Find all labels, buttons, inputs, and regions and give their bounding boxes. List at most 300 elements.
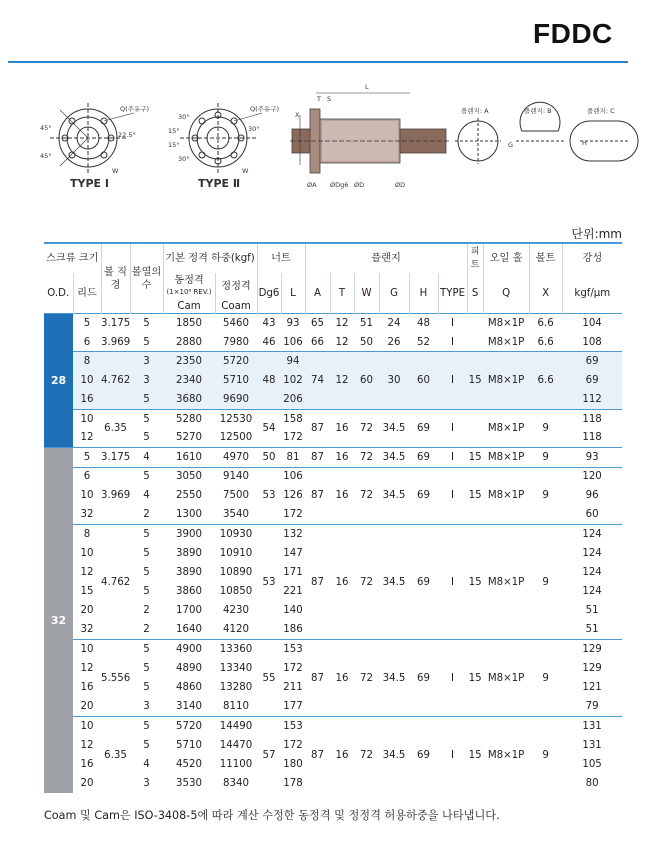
type2-flange-drawing (180, 103, 262, 173)
cell-lead: 32 (80, 509, 94, 521)
table-row (44, 448, 622, 467)
header-nut: 너트 (257, 243, 305, 273)
cell-ball: 5.556 (101, 640, 130, 717)
cell-type: Ⅰ (438, 467, 467, 525)
cell-lead: 16 (80, 758, 94, 770)
cell-cam: 1640 (176, 624, 202, 636)
header-dynamic-label: 동정격 (174, 275, 204, 286)
footnote: Coam 및 Cam은 ISO-3408-5에 따라 계산 수정한 동정격 및 정정격 허용하중을 나타냅니다. (44, 809, 500, 822)
angle-label: 30° (248, 125, 260, 133)
cell-h: 48 (409, 314, 438, 333)
cell-coam: 5720 (215, 352, 257, 371)
header-dg6: Dg6 (257, 273, 281, 314)
header-lead: 리드 (73, 273, 101, 314)
cell-k: 60 (585, 509, 599, 521)
nut-side-drawing (290, 93, 450, 173)
cell-k: 124 (562, 525, 622, 544)
cell-q: M8×1P (483, 314, 529, 333)
cell-cam: 5710 (176, 739, 202, 751)
cell-x: 9 (529, 409, 562, 447)
cell-coam: 12500 (219, 432, 253, 444)
header-stiffness: 강성 (562, 243, 622, 273)
cell-dg6: 53 (257, 525, 281, 640)
cell-t: 12 (330, 314, 354, 333)
header-t: T (330, 273, 354, 314)
cell-rows: 4 (143, 758, 150, 770)
cell-s (467, 333, 483, 352)
cell-type: Ⅰ (438, 448, 467, 467)
cell-type: Ⅰ (438, 409, 467, 447)
header-screw-size: 스크류 크기 (44, 243, 101, 273)
cell-lead: 16 (80, 682, 94, 694)
dia-d1-label: ØD (354, 181, 365, 189)
cell-a: 74 (305, 352, 330, 410)
cell-coam: 9690 (215, 390, 257, 409)
cell-lead: 5 (73, 448, 101, 467)
cell-h: 69 (409, 467, 438, 525)
cell-t: 16 (330, 467, 354, 525)
cell-ball: 3.969 (101, 467, 130, 525)
cell-l: 172 (283, 739, 303, 751)
cell-lead: 6 (83, 336, 91, 348)
h-label: H (582, 139, 587, 147)
spec-table (44, 242, 622, 793)
cell-coam: 10910 (219, 547, 253, 559)
cell-lead: 10 (80, 547, 94, 559)
cell-h: 69 (409, 448, 438, 467)
cell-coam: 12530 (215, 409, 257, 428)
table-row (44, 716, 622, 735)
cell-h: 69 (409, 716, 438, 793)
technical-drawings (0, 75, 648, 205)
cell-w: 72 (354, 467, 379, 525)
header-s: S (467, 273, 483, 314)
cell-k: 105 (582, 758, 602, 770)
cell-lead: 10 (73, 409, 101, 428)
header-dynamic (163, 273, 215, 300)
cell-t: 16 (330, 640, 354, 717)
cell-coam: 8340 (223, 778, 249, 790)
cell-l: 147 (283, 547, 303, 559)
cell-k: 131 (582, 739, 602, 751)
cell-s: 15 (467, 525, 483, 640)
header-pitch: 피트 (467, 243, 483, 273)
cell-rows: 5 (143, 336, 150, 348)
cell-l: 132 (281, 525, 305, 544)
cell-l: 186 (283, 624, 303, 636)
cell-rows: 5 (143, 567, 150, 579)
cell-cam: 3890 (176, 547, 202, 559)
oil-hole-label: Q(주유구) (250, 105, 280, 113)
cell-k: 104 (562, 314, 622, 333)
cell-lead: 8 (73, 525, 101, 544)
cell-cam: 3530 (176, 778, 202, 790)
cell-rows: 5 (130, 716, 163, 735)
g-label: G (508, 141, 514, 149)
cell-type: Ⅰ (438, 716, 467, 793)
cell-a: 87 (305, 409, 330, 447)
header-static: 정정격 (215, 273, 257, 300)
cell-cam: 3890 (176, 567, 202, 579)
cell-coam: 10930 (215, 525, 257, 544)
cell-rows: 5 (130, 314, 163, 333)
cell-lead: 20 (80, 701, 94, 713)
cell-cam: 1300 (176, 509, 202, 521)
oil-hole-label: Q(주유구) (120, 105, 150, 113)
cell-coam: 5460 (215, 314, 257, 333)
od-cell: 32 (44, 448, 73, 793)
cell-lead: 10 (80, 490, 94, 502)
cell-dg6: 46 (262, 336, 276, 348)
header-stiffness-unit: kgf/μm (562, 273, 622, 314)
cell-g: 34.5 (379, 640, 409, 717)
cell-dg6: 50 (257, 448, 281, 467)
cell-l: 102 (281, 371, 305, 390)
cell-k: 80 (585, 778, 599, 790)
cell-dg6: 54 (257, 409, 281, 447)
cell-a: 65 (305, 314, 330, 333)
cell-k: 129 (562, 640, 622, 659)
cell-l: 171 (283, 567, 303, 579)
cell-type: Ⅰ (438, 525, 467, 640)
cell-w: 51 (354, 314, 379, 333)
cell-x: 9 (529, 467, 562, 525)
cell-k: 124 (582, 567, 602, 579)
cell-lead: 8 (73, 352, 101, 371)
cell-type: Ⅰ (451, 336, 455, 348)
cell-lead: 12 (80, 432, 94, 444)
header-l: L (281, 273, 305, 314)
cell-q: M8×1P (487, 336, 525, 348)
cell-dg6: 55 (257, 640, 281, 717)
dia-dg6-label: ØDg6 (330, 181, 349, 189)
cell-l: 93 (281, 314, 305, 333)
cell-k: 120 (562, 467, 622, 486)
table-row (44, 314, 622, 333)
cell-coam: 14490 (215, 716, 257, 735)
angle-label: 15° (168, 141, 180, 149)
cell-l: 153 (281, 640, 305, 659)
cell-coam: 9140 (215, 467, 257, 486)
cell-a: 87 (305, 525, 330, 640)
type1-label: TYPE Ⅰ (70, 177, 109, 190)
header-h: H (409, 273, 438, 314)
cell-cam: 3680 (163, 390, 215, 409)
cell-rows: 5 (143, 682, 150, 694)
cell-k: 124 (582, 547, 602, 559)
w-label: W (112, 167, 119, 175)
cell-k: 129 (582, 662, 602, 674)
cell-s: 15 (467, 352, 483, 410)
cell-q: M8×1P (483, 640, 529, 717)
header-load-rating: 기본 정격 하중(kgf) (163, 243, 257, 273)
cell-lead: 32 (80, 624, 94, 636)
w-label: W (242, 167, 249, 175)
angle-label: 15° (168, 127, 180, 135)
cell-coam: 11100 (219, 758, 253, 770)
table-row (44, 467, 622, 486)
cell-k: 93 (562, 448, 622, 467)
cell-l: 106 (281, 467, 305, 486)
table-row (44, 352, 622, 371)
cell-coam: 4230 (223, 605, 249, 617)
header-flange: 플랜지 (305, 243, 467, 273)
cell-lead: 15 (80, 586, 94, 598)
cell-t: 16 (330, 448, 354, 467)
cell-rows: 5 (130, 640, 163, 659)
cell-rows: 5 (130, 467, 163, 486)
header-type: TYPE (438, 273, 467, 314)
cell-dg6: 43 (257, 314, 281, 333)
cell-rows: 4 (130, 448, 163, 467)
table-row (44, 333, 622, 352)
cell-rows: 2 (143, 605, 150, 617)
cell-g: 34.5 (379, 409, 409, 447)
cell-lead: 5 (73, 314, 101, 333)
cell-h: 69 (409, 409, 438, 447)
cell-k: 51 (585, 624, 599, 636)
header-coam: Coam (215, 300, 257, 314)
flange-b-label: 플랜지: B (524, 107, 552, 115)
cell-s (467, 409, 483, 447)
cell-lead: 10 (73, 716, 101, 735)
angle-label: 22.5° (118, 131, 136, 139)
cell-s: 15 (467, 467, 483, 525)
cell-type: Ⅰ (438, 640, 467, 717)
cell-l: 81 (281, 448, 305, 467)
cell-q: M8×1P (483, 716, 529, 793)
angle-label: 45° (40, 152, 52, 160)
cell-rows: 4 (143, 490, 150, 502)
cell-x: 9 (529, 525, 562, 640)
cell-a: 66 (311, 336, 324, 348)
cell-coam: 4970 (215, 448, 257, 467)
cell-rows: 3 (130, 371, 163, 390)
cell-lead: 10 (73, 640, 101, 659)
cell-cam: 1700 (176, 605, 202, 617)
cell-lead: 20 (80, 605, 94, 617)
cell-rows: 5 (130, 390, 163, 409)
cell-h: 60 (409, 352, 438, 410)
cell-w: 72 (354, 448, 379, 467)
cell-g: 26 (387, 336, 401, 348)
s-label: S (327, 95, 332, 103)
type2-label: TYPE Ⅱ (198, 177, 241, 190)
cell-t: 16 (330, 409, 354, 447)
cell-w: 60 (354, 352, 379, 410)
cell-k: 112 (562, 390, 622, 409)
cell-cam: 2350 (163, 352, 215, 371)
cell-rows: 5 (130, 525, 163, 544)
cell-a: 87 (305, 448, 330, 467)
cell-l: 140 (283, 605, 303, 617)
cell-x: 6.6 (529, 352, 562, 410)
cell-k: 51 (585, 605, 599, 617)
cell-cam: 1850 (163, 314, 215, 333)
cell-rows: 5 (143, 739, 150, 751)
cell-ball: 6.35 (101, 716, 130, 793)
header-a: A (305, 273, 330, 314)
cell-w: 72 (354, 409, 379, 447)
t-label: T (317, 95, 321, 103)
cell-l: 178 (283, 778, 303, 790)
cell-rows: 5 (143, 432, 150, 444)
cell-k: 131 (562, 716, 622, 735)
cell-q: M8×1P (483, 525, 529, 640)
cell-cam: 5720 (163, 716, 215, 735)
cell-k: 69 (562, 371, 622, 390)
cell-ball: 3.175 (101, 314, 130, 333)
cell-cam: 2340 (163, 371, 215, 390)
cell-k: 118 (582, 432, 602, 444)
cell-lead: 16 (73, 390, 101, 409)
cell-l: 211 (283, 682, 303, 694)
cell-k: 108 (582, 336, 602, 348)
header-q: Q (483, 273, 529, 314)
cell-l: 126 (283, 490, 303, 502)
cell-q: M8×1P (483, 448, 529, 467)
cell-l: 177 (283, 701, 303, 713)
cell-k: 124 (582, 586, 602, 598)
cell-t: 12 (335, 336, 349, 348)
cell-t: 16 (330, 525, 354, 640)
cell-l: 94 (281, 352, 305, 371)
title-rule (8, 61, 628, 63)
header-g: G (379, 273, 409, 314)
cell-rows: 3 (130, 352, 163, 371)
cell-coam: 14470 (219, 739, 253, 751)
cell-type: Ⅰ (438, 352, 467, 410)
od-cell: 28 (44, 314, 73, 448)
cell-coam: 13280 (219, 682, 253, 694)
cell-l: 206 (281, 390, 305, 409)
cell-rows: 2 (143, 509, 150, 521)
flange-a-label: 플랜지: A (461, 107, 489, 115)
table-header (44, 243, 622, 314)
angle-label: 45° (40, 124, 52, 132)
cell-q: M8×1P (483, 467, 529, 525)
cell-w: 72 (354, 716, 379, 793)
flange-c-label: 플랜지: C (587, 107, 615, 115)
cell-a: 87 (305, 467, 330, 525)
cell-ball: 4.762 (101, 525, 130, 640)
angle-label: 30° (178, 113, 190, 121)
cell-ball: 4.762 (101, 352, 130, 410)
cell-coam: 13340 (219, 662, 253, 674)
cell-cam: 4520 (176, 758, 202, 770)
table-row (44, 525, 622, 544)
page-title: FDDC (533, 18, 613, 49)
cell-cam: 2550 (176, 490, 202, 502)
cell-cam: 4900 (163, 640, 215, 659)
cell-g: 24 (379, 314, 409, 333)
header-od: O.D. (44, 273, 73, 314)
unit-label: 단위:mm (571, 227, 622, 241)
header-oil-hole: 오일 홀 (483, 243, 529, 273)
header-w: W (354, 273, 379, 314)
cell-t: 12 (330, 352, 354, 410)
cell-coam: 10850 (219, 586, 253, 598)
cell-dg6: 57 (257, 716, 281, 793)
cell-lead: 12 (80, 662, 94, 674)
cell-coam: 8110 (223, 701, 249, 713)
cell-l: 172 (283, 432, 303, 444)
cell-g: 34.5 (379, 525, 409, 640)
cell-s (467, 314, 483, 333)
cell-h: 69 (409, 525, 438, 640)
x-label: X (295, 111, 300, 119)
cell-l: 153 (281, 716, 305, 735)
cell-cam: 3050 (163, 467, 215, 486)
cell-rows: 5 (143, 547, 150, 559)
header-x: X (529, 273, 562, 314)
cell-l: 221 (283, 586, 303, 598)
cell-lead: 12 (80, 739, 94, 751)
cell-cam: 3860 (176, 586, 202, 598)
cell-s: 15 (467, 640, 483, 717)
header-cam: Cam (163, 300, 215, 314)
cell-k: 121 (582, 682, 602, 694)
cell-coam: 3540 (223, 509, 249, 521)
cell-g: 34.5 (379, 716, 409, 793)
table-row (44, 409, 622, 428)
cell-l: 180 (283, 758, 303, 770)
cell-coam: 4120 (223, 624, 249, 636)
header-dynamic-unit: (1×10⁶ REV.) (166, 288, 212, 296)
header-ball-rows: 볼열의 수 (130, 243, 163, 314)
cell-dg6: 53 (257, 467, 281, 525)
cell-g: 30 (379, 352, 409, 410)
cell-type: Ⅰ (438, 314, 467, 333)
cell-w: 72 (354, 525, 379, 640)
cell-k: 96 (585, 490, 599, 502)
cell-k: 118 (562, 409, 622, 428)
cell-coam: 13360 (215, 640, 257, 659)
cell-rows: 5 (143, 586, 150, 598)
cell-a: 87 (305, 640, 330, 717)
cell-cam: 4860 (176, 682, 202, 694)
header-ball-dia: 볼 직경 (101, 243, 130, 314)
header-bolt: 볼트 (529, 243, 562, 273)
table-body (44, 314, 622, 794)
cell-w: 50 (360, 336, 373, 348)
cell-lead: 10 (73, 371, 101, 390)
cell-rows: 5 (130, 409, 163, 428)
cell-lead: 20 (80, 778, 94, 790)
cell-s: 15 (467, 716, 483, 793)
cell-cam: 5280 (163, 409, 215, 428)
cell-h: 52 (417, 336, 430, 348)
cell-ball: 6.35 (101, 409, 130, 447)
cell-rows: 3 (143, 701, 150, 713)
cell-ball: 3.969 (101, 336, 131, 348)
cell-dg6: 48 (257, 352, 281, 410)
cell-cam: 2880 (176, 336, 202, 348)
flange-shape-labels (461, 106, 615, 149)
cell-h: 69 (409, 640, 438, 717)
cell-k: 69 (562, 352, 622, 371)
dia-d2-label: ØD (395, 181, 406, 189)
cell-lead: 12 (80, 567, 94, 579)
cell-rows: 3 (143, 778, 150, 790)
cell-w: 72 (354, 640, 379, 717)
cell-rows: 2 (143, 624, 150, 636)
angle-label: 30° (178, 155, 190, 163)
dia-a-label: ØA (307, 181, 317, 189)
cell-x: 6.6 (529, 314, 562, 333)
cell-ball: 3.175 (101, 448, 130, 467)
cell-t: 16 (330, 716, 354, 793)
